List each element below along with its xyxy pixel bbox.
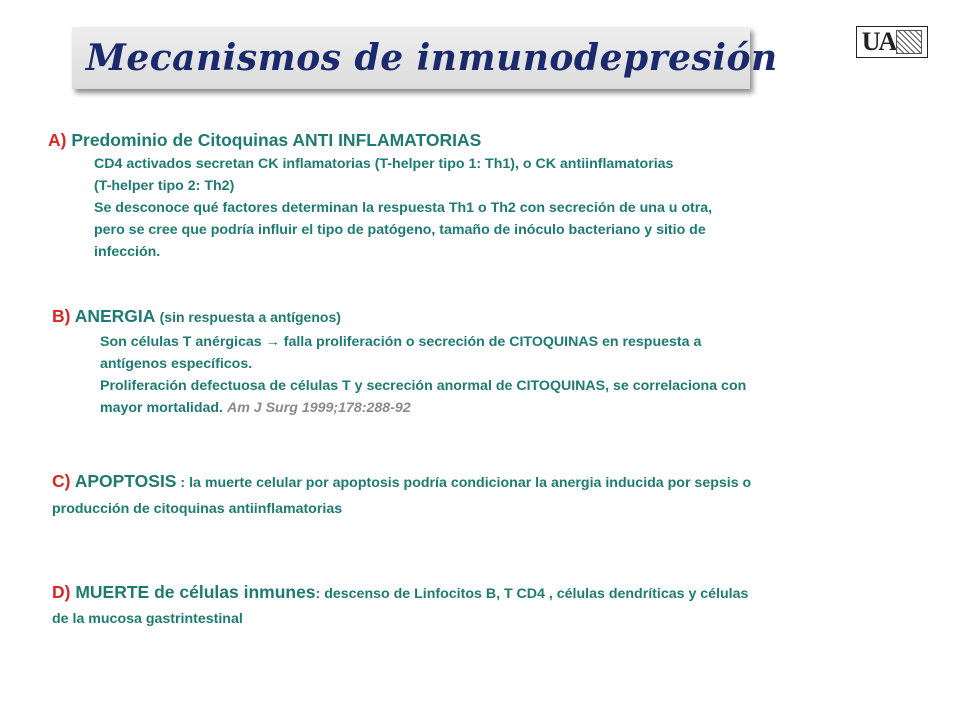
right-arrow-icon: → (265, 334, 280, 350)
section-d-heading (52, 581, 748, 605)
section-b-line1-start: Son células T anérgicas (100, 334, 266, 350)
title-banner (72, 27, 778, 89)
section-c-heading (52, 470, 751, 494)
section-d (52, 581, 748, 630)
section-b-line (100, 397, 746, 419)
section-b-line (100, 331, 746, 353)
section-c-line: producción de citoquinas antiinflamatorias (52, 501, 343, 517)
section-a-line: infección. (94, 244, 161, 260)
section-d-body (52, 608, 748, 630)
logo-pattern (896, 30, 922, 54)
logo-text: UA (861, 27, 896, 56)
section-b-line1-end: falla proliferación o secreción de CITOQUINAS en respuesta a (279, 334, 702, 350)
section-c-letter: C) (52, 471, 71, 491)
section-a-line: CD4 activados secretan CK inflamatorias (T-helper tipo 1: Th1), o CK antiinflamatorias (94, 156, 674, 172)
section-c-text: : la muerte celular por apoptosis podría condicionar la anergia inducida por sepsis o (176, 475, 752, 491)
section-b-subtitle: (sin respuesta a antígenos) (159, 309, 341, 325)
section-d-line: de la mucosa gastrintestinal (52, 611, 243, 627)
section-c-title: APOPTOSIS (74, 471, 177, 491)
section-b-line: antígenos específicos. (100, 356, 253, 372)
section-b-body (100, 331, 746, 419)
section-a-line: pero se cree que podría influir el tipo de patógeno, tamaño de inóculo bacteriano y sitio de (94, 222, 706, 238)
section-c-body (52, 498, 751, 520)
journal-reference: Am J Surg 1999;178:288-92 (226, 400, 411, 416)
section-b (52, 305, 746, 419)
section-a-line: Se desconoce qué factores determinan la respuesta Th1 o Th2 con secreción de una u otra, (94, 200, 713, 216)
section-b-line: Proliferación defectuosa de células T y secreción anormal de CITOQUINAS, se correlaciona con (100, 378, 747, 394)
section-a-letter: A) (48, 130, 67, 150)
section-d-letter: D) (52, 582, 71, 602)
section-b-letter: B) (52, 306, 71, 326)
section-c (52, 470, 751, 520)
section-a-heading (48, 129, 712, 151)
section-b-last-line: mayor mortalidad. (100, 400, 223, 416)
section-b-heading (52, 305, 746, 328)
section-b-title: ANERGIA (74, 306, 155, 326)
section-d-text: : descenso de Linfocitos B, T CD4 , células dendríticas y células (315, 586, 749, 602)
section-a-title: Predominio de Citoquinas ANTI INFLAMATORIAS (71, 130, 482, 150)
section-a-body (94, 153, 712, 263)
university-logo-icon (856, 26, 928, 58)
section-a (48, 129, 712, 263)
section-a-line: (T-helper tipo 2: Th2) (94, 178, 235, 194)
page-title: Mecanismos de inmunodepresión (86, 37, 778, 79)
section-d-title: MUERTE de células inmunes (75, 582, 316, 602)
